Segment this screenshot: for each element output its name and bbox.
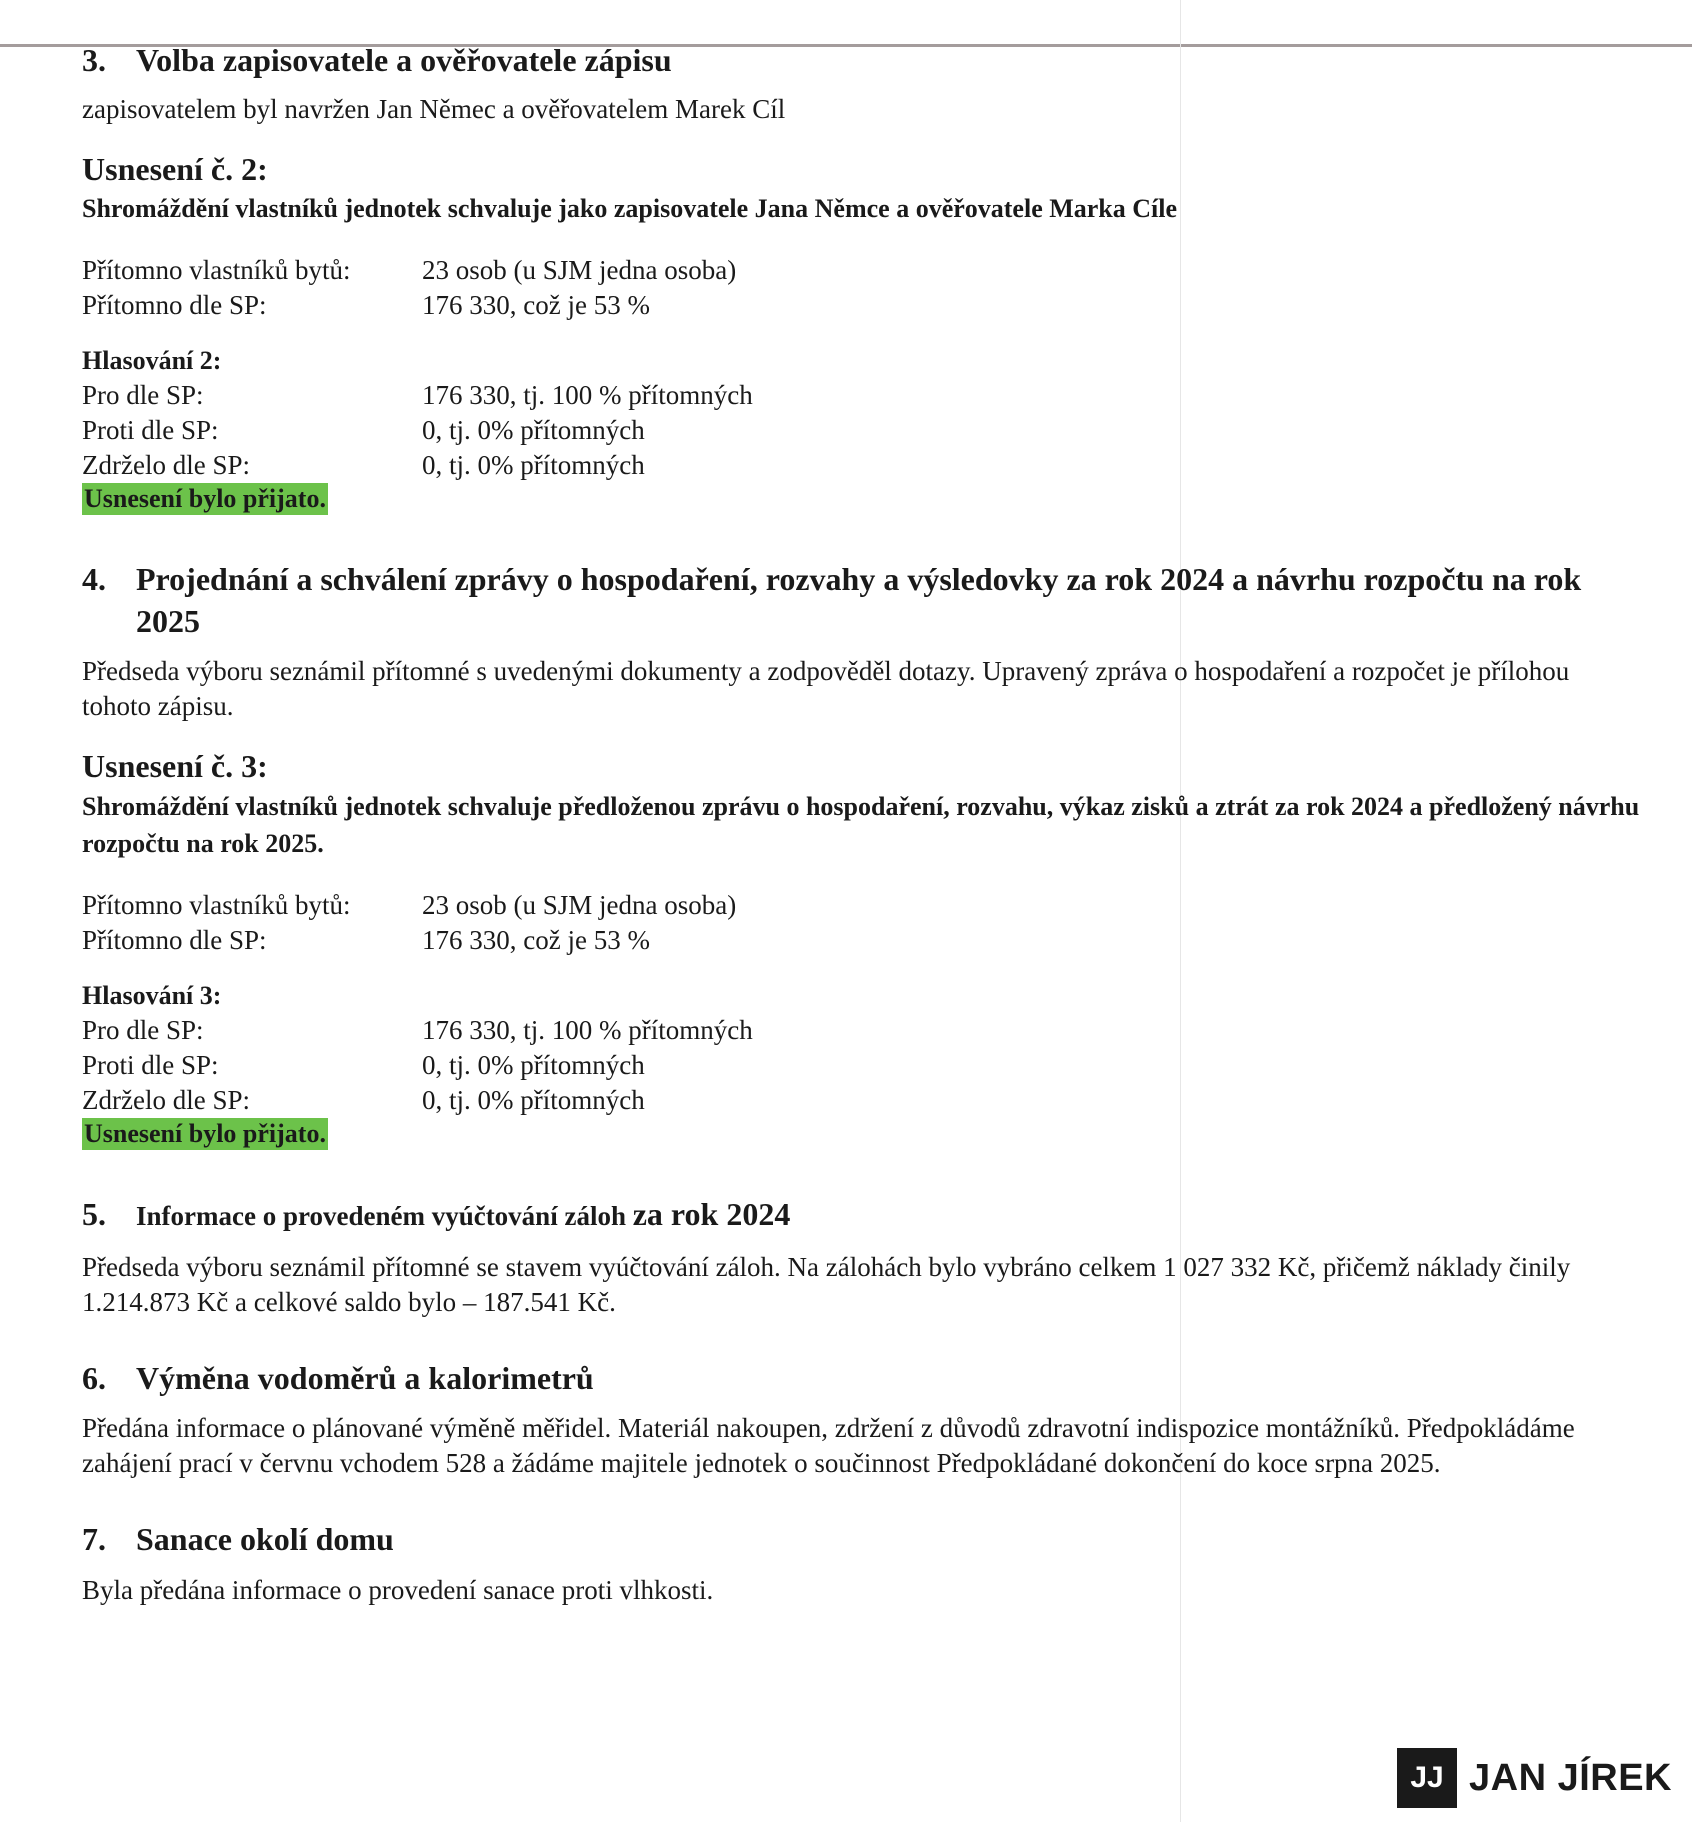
section-4-heading (82, 559, 1642, 642)
vote-value: 0, tj. 0% přítomných (422, 1084, 645, 1115)
attendance-row (82, 888, 1642, 923)
vote-value: 0, tj. 0% přítomných (422, 415, 645, 446)
section-5-title-year: za rok 2024 (632, 1195, 791, 1232)
attendance-label: Přítomno vlastníků bytů: (82, 889, 351, 920)
vote-label: Pro dle SP: (82, 380, 204, 411)
section-5-title (136, 1194, 1642, 1236)
section-7-title: Sanace okolí domu (136, 1521, 394, 1558)
vote-label: Pro dle SP: (82, 1014, 204, 1045)
jj-logo-icon: JJ (1397, 1748, 1457, 1808)
attendance-value: 23 osob (u SJM jedna osoba) (422, 255, 737, 286)
brand-logo (1397, 1748, 1672, 1808)
section-4-title: Projednání a schválení zprávy o hospodaření, rozvahy a výsledovky za rok 2024 a návrhu rozpočtu na rok 2025 (136, 561, 1582, 639)
attendance-label: Přítomno dle SP: (82, 290, 267, 321)
attendance-value: 176 330, což je 53 % (422, 924, 650, 955)
vote-label: Zdrželo dle SP: (82, 1084, 250, 1115)
section-6-title: Výměna vodoměrů a kalorimetrů (136, 1359, 594, 1396)
vote-row (82, 378, 1642, 413)
attendance-value: 176 330, což je 53 % (422, 290, 650, 321)
vote-row (82, 1083, 1642, 1118)
section-5-text: Předseda výboru seznámil přítomné se stavem vyúčtování záloh. Na zálohách bylo vybráno celkem 1 027 332 Kč, přičemž náklady činily 1.214.873 Kč a celkové saldo bylo – 187.541 Kč. (82, 1251, 1571, 1317)
attendance-value: 23 osob (u SJM jedna osoba) (422, 889, 737, 920)
resolution-2-voting (82, 343, 1642, 515)
resolution-2-text: Shromáždění vlastníků jednotek schvaluje jako zapisovatele Jana Němce a ověřovatele Marka Cíle (82, 194, 1178, 224)
section-7-text: Byla předána informace o provedení sanace proti vlhkosti. (82, 1574, 714, 1605)
section-7-number: 7. (82, 1521, 106, 1558)
section-3-heading (82, 40, 1642, 82)
attendance-label: Přítomno dle SP: (82, 924, 267, 955)
voting-3-title: Hlasování 3: (82, 980, 222, 1010)
section-5-number: 5. (82, 1195, 106, 1232)
section-3-text: zapisovatelem byl navržen Jan Němec a ověřovatelem Marek Cíl (82, 93, 786, 124)
section-5-heading (82, 1194, 1642, 1236)
resolution-2-result-badge: Usnesení bylo přijato. (84, 484, 326, 514)
section-6-heading (82, 1358, 1642, 1400)
section-6-number: 6. (82, 1359, 106, 1396)
vote-label: Zdrželo dle SP: (82, 450, 250, 481)
vote-value: 176 330, tj. 100 % přítomných (422, 1014, 753, 1045)
vote-value: 176 330, tj. 100 % přítomných (422, 380, 753, 411)
attendance-row (82, 288, 1642, 323)
section-5-title-part: Informace o provedeném vyúčtování záloh (136, 1200, 633, 1231)
section-4-number: 4. (82, 561, 106, 598)
vote-row (82, 448, 1642, 483)
section-4-text: Předseda výboru seznámil přítomné s uvedenými dokumenty a zodpověděl dotazy. Upravený zpráva o hospodaření a rozpočet je přílohou tohoto zápisu. (82, 656, 1570, 722)
attendance-row (82, 923, 1642, 958)
vote-value: 0, tj. 0% přítomných (422, 1049, 645, 1080)
section-3-number: 3. (82, 42, 106, 78)
brand-name: JAN JÍREK (1469, 1756, 1672, 1799)
vote-label: Proti dle SP: (82, 415, 219, 446)
vote-value: 0, tj. 0% přítomných (422, 450, 645, 481)
resolution-3-result-badge: Usnesení bylo přijato. (84, 1118, 326, 1148)
vote-row (82, 1013, 1642, 1048)
vote-row (82, 1048, 1642, 1083)
section-6-text: Předána informace o plánované výměně měřidel. Materiál nakoupen, zdržení z důvodů zdravotní indispozice montážníků. Předpokládáme zahájení prací v červnu vchodem 528 a žádáme majitele jednotek o součinnost Předpokládané dokončení do koce srpna 2025. (82, 1413, 1575, 1479)
vote-row (82, 413, 1642, 448)
resolution-3-voting (82, 978, 1642, 1150)
document-page (82, 42, 1642, 1608)
resolution-2-attendance (82, 253, 1642, 323)
resolution-3-attendance (82, 888, 1642, 958)
vote-label: Proti dle SP: (82, 1049, 219, 1080)
resolution-2-title: Usnesení č. 2: (82, 150, 268, 187)
attendance-row (82, 253, 1642, 288)
resolution-3-text: Shromáždění vlastníků jednotek schvaluje předloženou zprávu o hospodaření, rozvahu, výkaz zisků a ztrát za rok 2024 a předložený návrhu rozpočtu na rok 2025. (82, 791, 1640, 858)
section-7-heading (82, 1519, 1642, 1561)
section-3-title: Volba zapisovatele a ověřovatele zápisu (136, 42, 672, 78)
attendance-label: Přítomno vlastníků bytů: (82, 255, 351, 286)
voting-2-title: Hlasování 2: (82, 346, 222, 376)
resolution-3-title: Usnesení č. 3: (82, 748, 268, 785)
